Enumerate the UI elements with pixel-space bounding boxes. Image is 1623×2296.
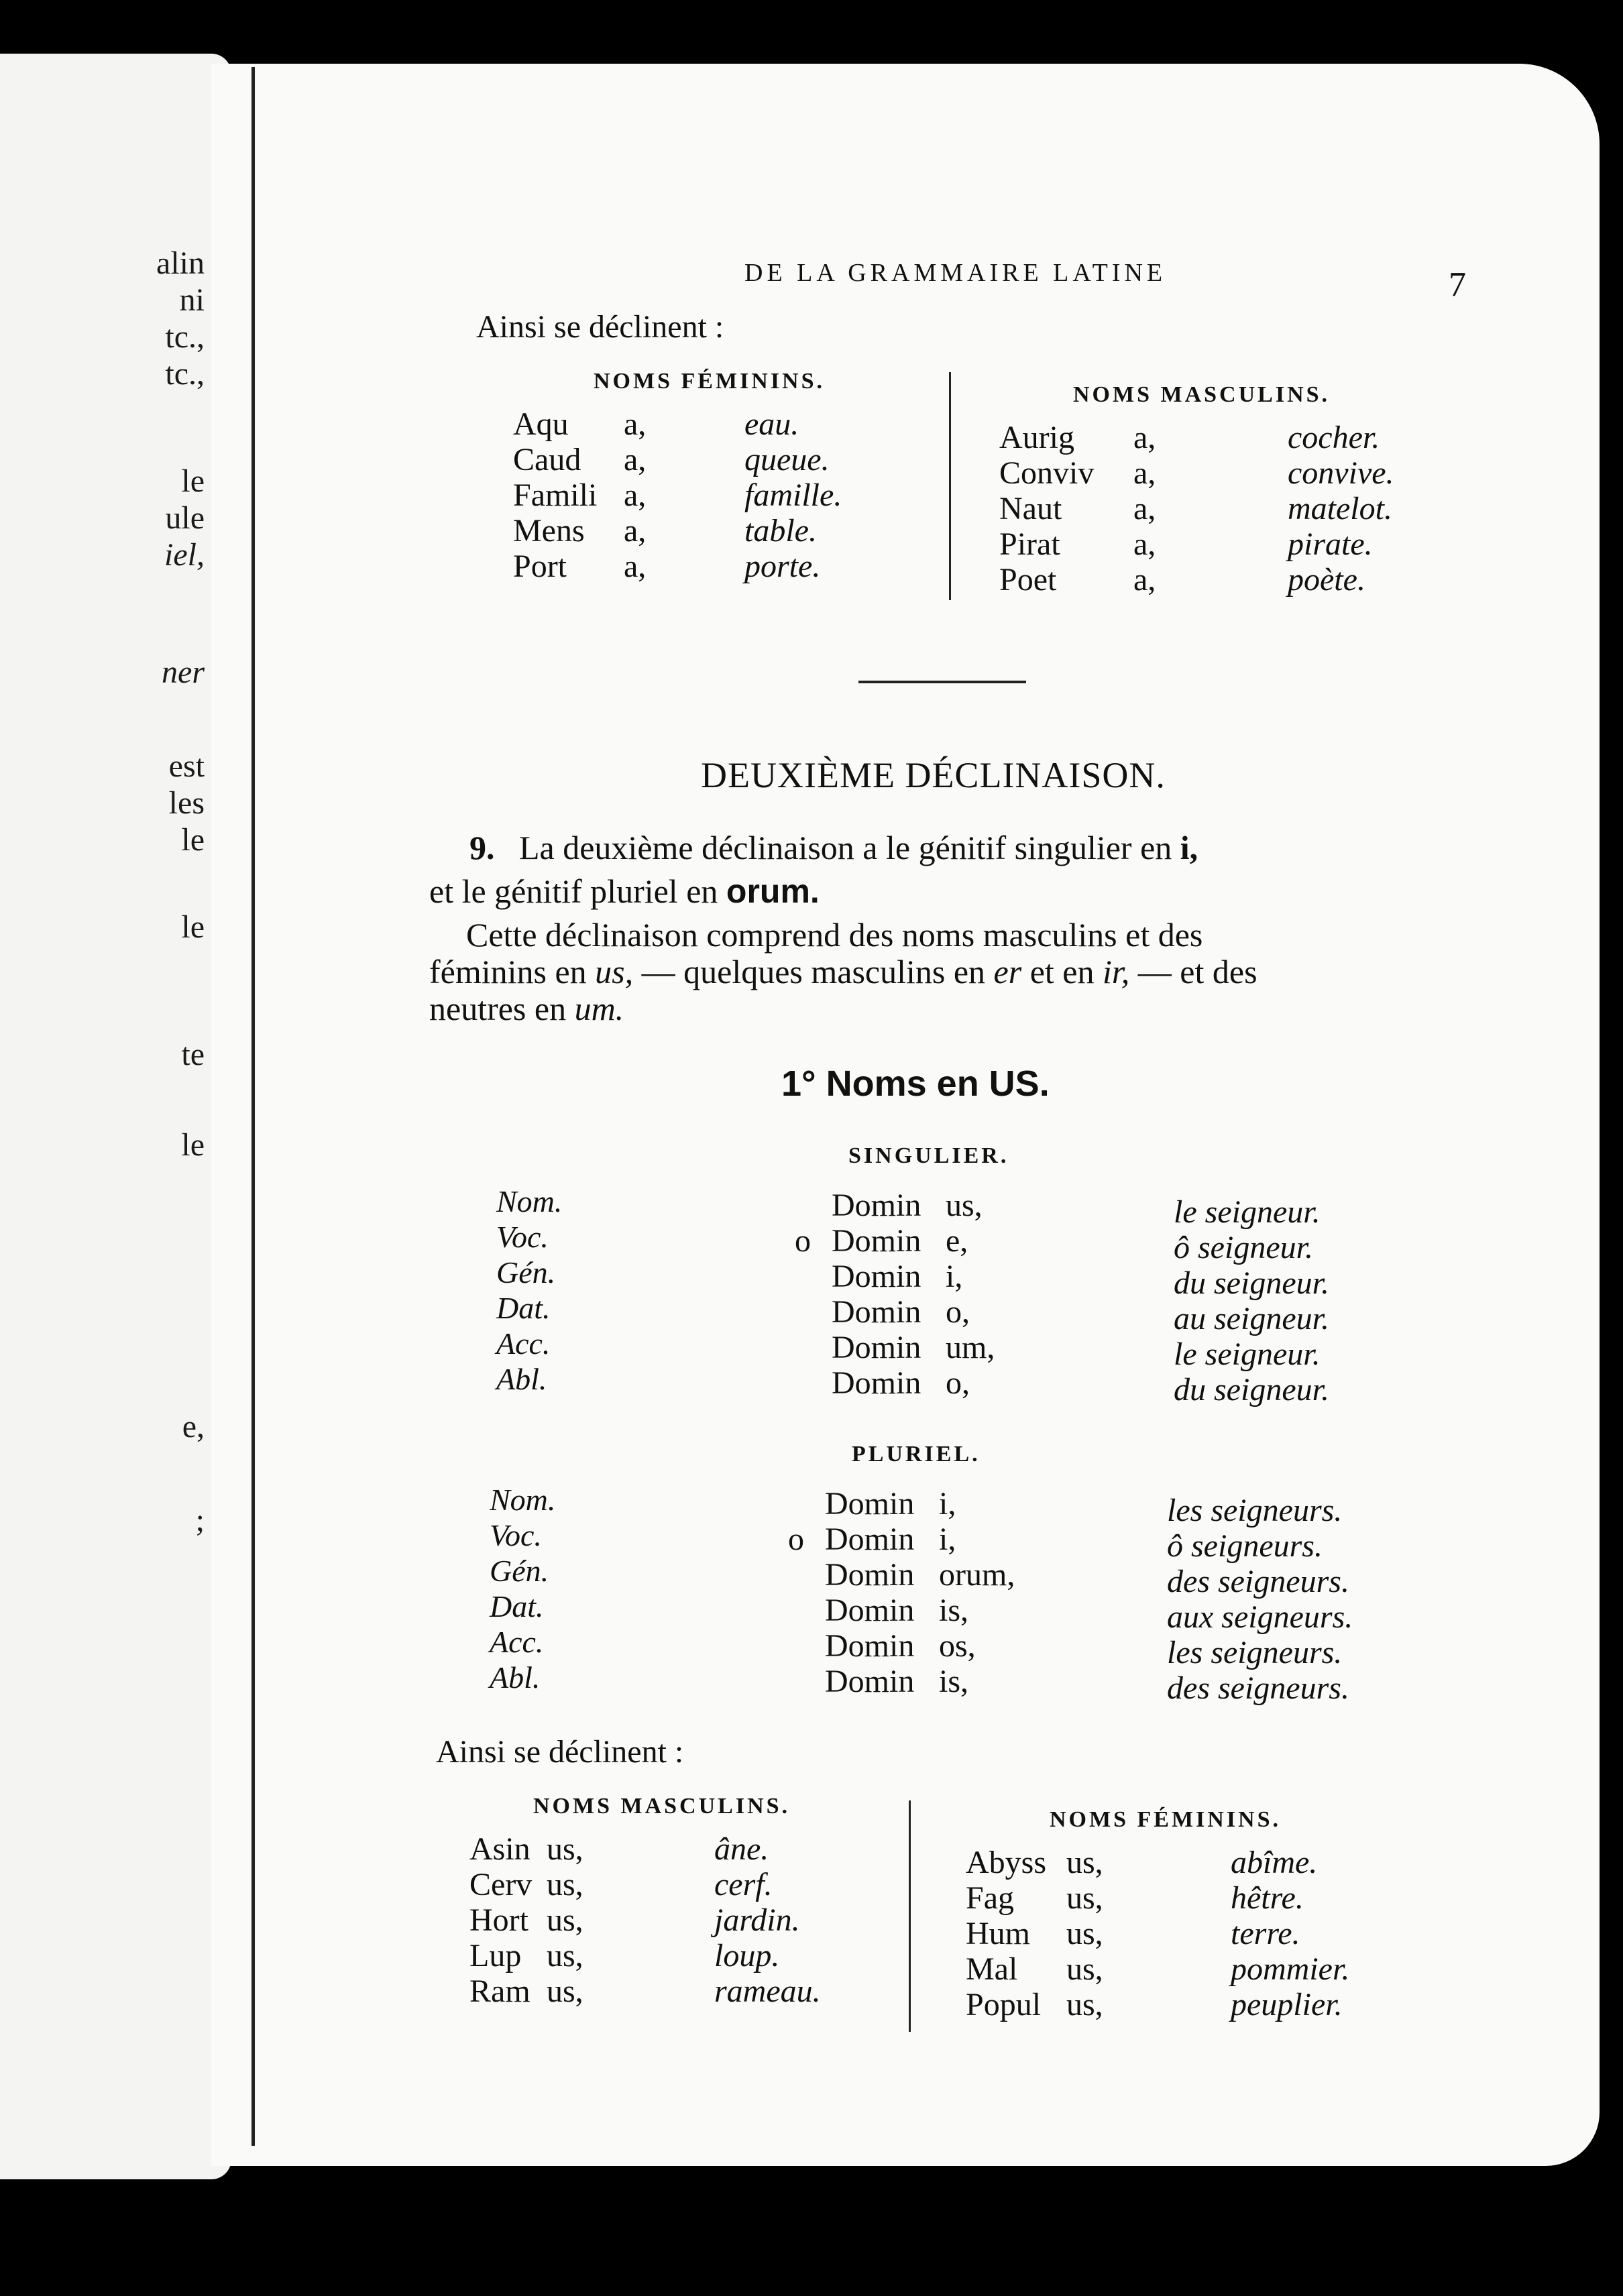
- noun-ending: i,: [939, 1522, 956, 1557]
- noun-stem: Domin: [832, 1188, 921, 1223]
- noun-ending: orum,: [939, 1557, 1015, 1593]
- noun-meaning: queue.: [744, 442, 830, 477]
- intro-first-examples: Ainsi se déclinent :: [476, 309, 724, 345]
- noun-ending: a,: [1133, 491, 1156, 526]
- noun-stem: Mal: [966, 1951, 1018, 1987]
- noun-meaning: eau.: [744, 406, 799, 442]
- noun-ending: a,: [624, 549, 647, 584]
- paragraph-9-line2: et le génitif pluriel en orum.: [429, 872, 820, 910]
- noun-stem: Domin: [825, 1557, 915, 1593]
- noun-stem: Domin: [832, 1223, 921, 1259]
- page-spine: [251, 67, 255, 2146]
- noun-stem: Domin: [825, 1522, 915, 1557]
- vocative-particle: o: [788, 1522, 804, 1557]
- noun-meaning: cerf.: [714, 1867, 773, 1902]
- noun-ending: um,: [946, 1330, 995, 1365]
- noun-meaning: famille.: [744, 477, 842, 513]
- noun-meaning: convive.: [1288, 455, 1394, 491]
- noun-stem: Ram: [469, 1973, 530, 2009]
- noun-meaning: loup.: [714, 1938, 780, 1973]
- intro-second-examples: Ainsi se déclinent :: [436, 1734, 684, 1770]
- noun-stem: Aurig: [999, 420, 1074, 455]
- case-label: Acc.: [490, 1625, 544, 1659]
- left-page-fragment: est: [168, 748, 205, 784]
- left-page-fragment: ner: [162, 654, 205, 690]
- section-title: DEUXIÈME DÉCLINAISON.: [701, 755, 1166, 795]
- noun-ending: us,: [1066, 1845, 1103, 1880]
- left-page-fragment: le: [181, 463, 205, 499]
- noun-meaning: poète.: [1288, 562, 1365, 597]
- case-label: Acc.: [496, 1326, 551, 1361]
- translation: les seigneurs.: [1167, 1635, 1343, 1670]
- noun-stem: Port: [513, 549, 567, 584]
- noun-ending: us,: [1066, 1880, 1103, 1916]
- noun-meaning: cocher.: [1288, 420, 1380, 455]
- case-label: Abl.: [496, 1362, 547, 1396]
- noun-ending: e,: [946, 1223, 968, 1259]
- noun-meaning: pirate.: [1288, 526, 1373, 562]
- case-label: Abl.: [490, 1660, 541, 1695]
- book-page: [211, 64, 1600, 2166]
- left-page-fragment: le: [181, 909, 205, 945]
- fem-table-title: NOMS FÉMININS.: [594, 369, 826, 394]
- noun-meaning: rameau.: [714, 1973, 821, 2009]
- noun-ending: us,: [547, 1831, 583, 1867]
- noun-ending: i,: [939, 1486, 956, 1522]
- left-page-fragment: tc.,: [165, 356, 205, 392]
- case-label: Nom.: [490, 1483, 556, 1517]
- noun-stem: Abyss: [966, 1845, 1047, 1880]
- noun-stem: Aqu: [513, 406, 569, 442]
- noun-meaning: hêtre.: [1231, 1880, 1304, 1916]
- noun-ending: o,: [946, 1294, 970, 1330]
- noun-ending: a,: [624, 513, 647, 549]
- translation: des seigneurs.: [1167, 1564, 1349, 1599]
- translation: ô seigneur.: [1174, 1230, 1313, 1265]
- noun-stem: Hum: [966, 1916, 1030, 1951]
- left-page-fragment: le: [181, 822, 205, 858]
- noun-stem: Domin: [832, 1330, 921, 1365]
- noun-stem: Poet: [999, 562, 1057, 597]
- noun-meaning: terre.: [1231, 1916, 1300, 1951]
- section-rule: [858, 681, 1026, 683]
- case-label: Dat.: [490, 1589, 544, 1623]
- noun-ending: os,: [939, 1628, 976, 1664]
- translation: du seigneur.: [1174, 1372, 1329, 1408]
- noun-ending: a,: [624, 477, 647, 513]
- left-page-fragment: ni: [179, 282, 205, 318]
- noun-stem: Domin: [825, 1628, 915, 1664]
- noun-meaning: porte.: [744, 549, 821, 584]
- noun-stem: Lup: [469, 1938, 522, 1973]
- paragraph-9-line1: 9. La deuxième déclinaison a le génitif singulier en i,: [469, 829, 1198, 866]
- noun-ending: a,: [1133, 420, 1156, 455]
- noun-stem: Domin: [825, 1593, 915, 1628]
- noun-ending: a,: [624, 442, 647, 477]
- noun-ending: us,: [547, 1902, 583, 1938]
- noun-ending: is,: [939, 1593, 969, 1628]
- case-label: Voc.: [490, 1518, 542, 1552]
- noun-stem: Caud: [513, 442, 581, 477]
- noun-meaning: âne.: [714, 1831, 769, 1867]
- running-title: DE LA GRAMMAIRE LATINE: [744, 259, 1167, 287]
- noun-stem: Domin: [832, 1365, 921, 1401]
- noun-stem: Conviv: [999, 455, 1095, 491]
- noun-meaning: abîme.: [1231, 1845, 1318, 1880]
- left-page-fragment: te: [181, 1037, 205, 1072]
- noun-stem: Famili: [513, 477, 598, 513]
- left-page-fragment: iel,: [164, 537, 205, 573]
- noun-stem: Pirat: [999, 526, 1060, 562]
- plural-title: PLURIEL.: [852, 1442, 981, 1467]
- noun-ending: is,: [939, 1664, 969, 1699]
- translation: le seigneur.: [1174, 1336, 1321, 1372]
- noun-ending: us,: [1066, 1916, 1103, 1951]
- singular-title: SINGULIER.: [848, 1143, 1009, 1168]
- left-page-fragment: alin: [156, 245, 205, 281]
- translation: au seigneur.: [1174, 1301, 1329, 1336]
- subsection-title: 1° Noms en US.: [781, 1064, 1050, 1104]
- fem-us-table-title: NOMS FÉMININS.: [1050, 1807, 1282, 1832]
- noun-ending: us,: [547, 1938, 583, 1973]
- noun-ending: a,: [1133, 562, 1156, 597]
- case-label: Voc.: [496, 1220, 549, 1254]
- column-divider-2: [909, 1800, 911, 2032]
- translation: ô seigneurs.: [1167, 1528, 1323, 1564]
- noun-stem: Asin: [469, 1831, 530, 1867]
- vocative-particle: o: [795, 1223, 811, 1259]
- paragraph-line5: neutres en um.: [429, 990, 624, 1027]
- left-page-fragment: le: [181, 1127, 205, 1163]
- noun-ending: a,: [624, 406, 647, 442]
- left-page-fragment: tc.,: [165, 319, 205, 355]
- translation: le seigneur.: [1174, 1194, 1321, 1230]
- case-label: Nom.: [496, 1184, 563, 1218]
- noun-stem: Domin: [825, 1664, 915, 1699]
- noun-stem: Popul: [966, 1987, 1042, 2022]
- noun-meaning: matelot.: [1288, 491, 1392, 526]
- noun-ending: us,: [1066, 1987, 1103, 2022]
- translation: des seigneurs.: [1167, 1670, 1349, 1706]
- noun-stem: Domin: [832, 1259, 921, 1294]
- noun-meaning: peuplier.: [1231, 1987, 1343, 2022]
- noun-stem: Naut: [999, 491, 1062, 526]
- noun-stem: Mens: [513, 513, 585, 549]
- noun-stem: Hort: [469, 1902, 528, 1938]
- noun-stem: Domin: [832, 1294, 921, 1330]
- noun-ending: a,: [1133, 455, 1156, 491]
- case-label: Gén.: [490, 1554, 549, 1588]
- translation: aux seigneurs.: [1167, 1599, 1353, 1635]
- noun-meaning: table.: [744, 513, 817, 549]
- noun-ending: o,: [946, 1365, 970, 1401]
- translation: du seigneur.: [1174, 1265, 1329, 1301]
- masc-table-title: NOMS MASCULINS.: [1073, 382, 1331, 407]
- noun-ending: us,: [946, 1188, 983, 1223]
- left-page-fragment: ;: [195, 1503, 205, 1538]
- translation: les seigneurs.: [1167, 1493, 1343, 1528]
- paragraph-line3: Cette déclinaison comprend des noms masculins et des: [466, 916, 1203, 954]
- noun-stem: Cerv: [469, 1867, 533, 1902]
- case-label: Gén.: [496, 1255, 556, 1289]
- left-page: [0, 54, 231, 2179]
- page-number: 7: [1449, 266, 1466, 304]
- noun-stem: Domin: [825, 1486, 915, 1522]
- masc-us-table-title: NOMS MASCULINS.: [533, 1794, 791, 1819]
- left-page-fragment: ule: [165, 500, 205, 536]
- column-divider: [949, 372, 951, 600]
- noun-ending: us,: [547, 1973, 583, 2009]
- left-page-fragment: les: [168, 785, 205, 821]
- paragraph-number: 9.: [469, 829, 495, 866]
- noun-ending: us,: [547, 1867, 583, 1902]
- noun-meaning: pommier.: [1231, 1951, 1350, 1987]
- noun-ending: us,: [1066, 1951, 1103, 1987]
- case-label: Dat.: [496, 1291, 551, 1325]
- left-page-fragment: e,: [182, 1409, 205, 1444]
- noun-stem: Fag: [966, 1880, 1014, 1916]
- paragraph-line4: féminins en us, — quelques masculins en er et en ir, — et des: [429, 953, 1257, 990]
- noun-meaning: jardin.: [714, 1902, 800, 1938]
- noun-ending: a,: [1133, 526, 1156, 562]
- noun-ending: i,: [946, 1259, 963, 1294]
